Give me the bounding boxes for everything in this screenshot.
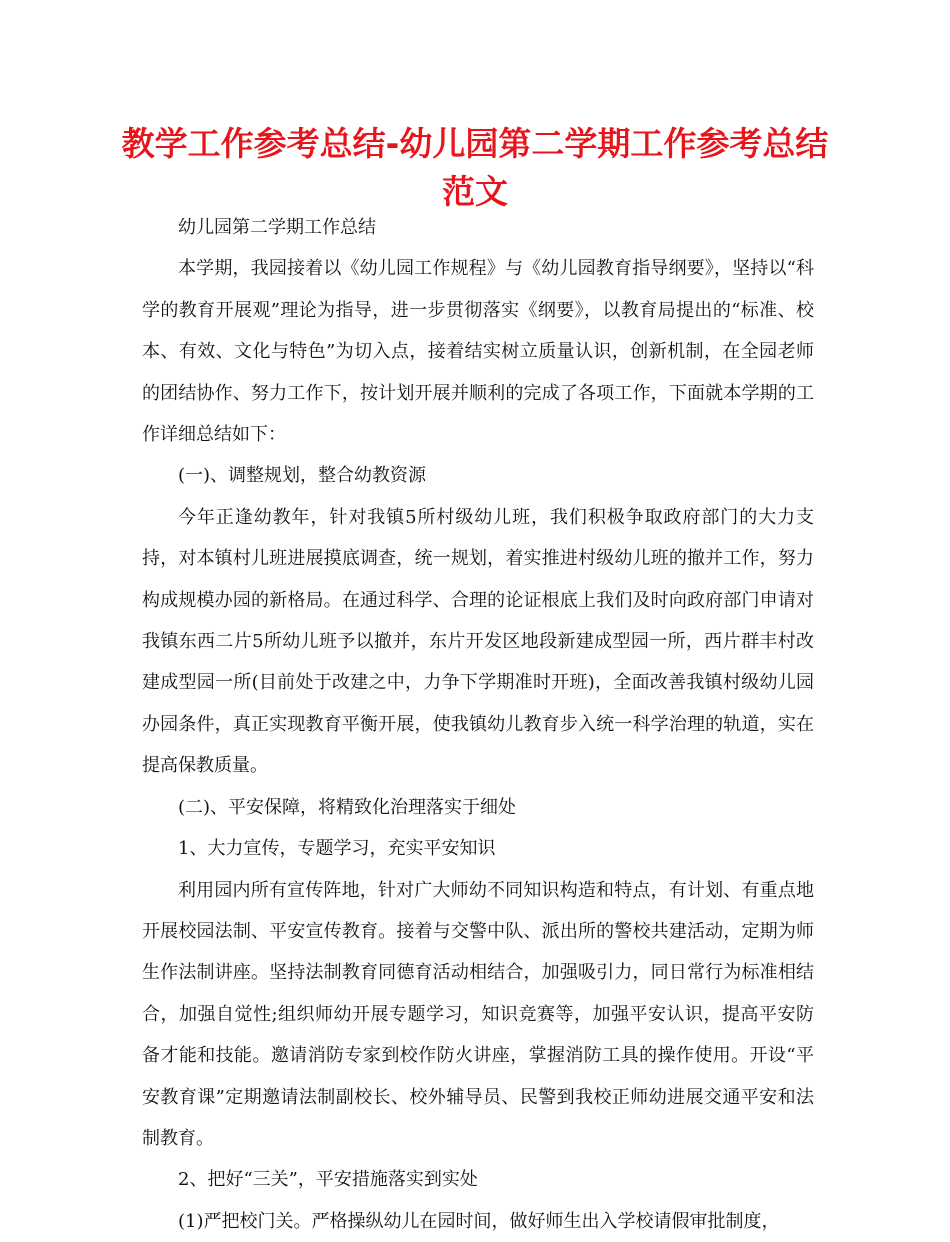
- section-heading: 幼儿园第二学期工作总结: [178, 217, 376, 238]
- section-heading-2: (二)、平安保障，将精致化治理落实于细处: [178, 796, 517, 818]
- document-body: [142, 207, 814, 1242]
- section-heading-1: (一)、调整规划，整合幼教资源: [178, 465, 427, 487]
- subsection-heading-2: 2、把好“三关”，平安措施落实到实处: [178, 1169, 478, 1191]
- subsection-heading-1: 1、大力宣传，专题学习，充实平安知识: [178, 838, 496, 860]
- paragraph-safety-education: 利用园内所有宣传阵地，针对广大师幼不同知识构造和特点，有计划、有重点地开展校园法制、平安宣传教育。接着与交警中队、派出所的警校共建活动，定期为师生作法制讲座。坚持法制教育同德育活动相结合，加强吸引力，同日常行为标准相结合，加强自觉性;组织师幼开展专题学习，知识竞赛等，加强平安认识，提高平安防备才能和技能。邀请消防专家到校作防火讲座，掌握消防工具的操作使用。开设“平安教育课”定期邀请法制副校长、校外辅导员、民警到我校正师幼进展交通平安和法制教育。: [142, 879, 814, 1149]
- paragraph-gate-control: (1)严把校门关。严格操纵幼儿在园时间，做好师生出入学校请假审批制度，: [178, 1210, 780, 1232]
- paragraph-planning: 今年正逢幼教年，针对我镇5所村级幼儿班，我们积极争取政府部门的大力支持，对本镇村儿班进展摸底调查，统一规划，着实推进村级幼儿班的撤并工作，努力构成规模办园的新格局。在通过科学、合理的论证根底上我们及时向政府部门申请对我镇东西二片5所幼儿班予以撤并，东片开发区地段新建成型园一所，西片群丰村改建成型园一所(目前处于改建之中，力争下学期准时开班)，全面改善我镇村级幼儿园办园条件，真正实现教育平衡开展，使我镇幼儿教育步入统一科学治理的轨道，实在提高保教质量。: [142, 506, 814, 777]
- title-line-1: 教学工作参考总结-幼儿园第二学期工作参考总结: [121, 124, 829, 163]
- document-title: [120, 120, 830, 216]
- paragraph-intro: 本学期，我园接着以《幼儿园工作规程》与《幼儿园教育指导纲要》，坚持以“科学的教育开展观”理论为指导，进一步贯彻落实《纲要》，以教育局提出的“标准、校本、有效、文化与特色”为切入点，接着结实树立质量认识，创新机制，在全园老师的团结协作、努力工作下，按计划开展并顺利的完成了各项工作，下面就本学期的工作详细总结如下：: [142, 258, 814, 446]
- title-line-2: 范文: [442, 172, 508, 211]
